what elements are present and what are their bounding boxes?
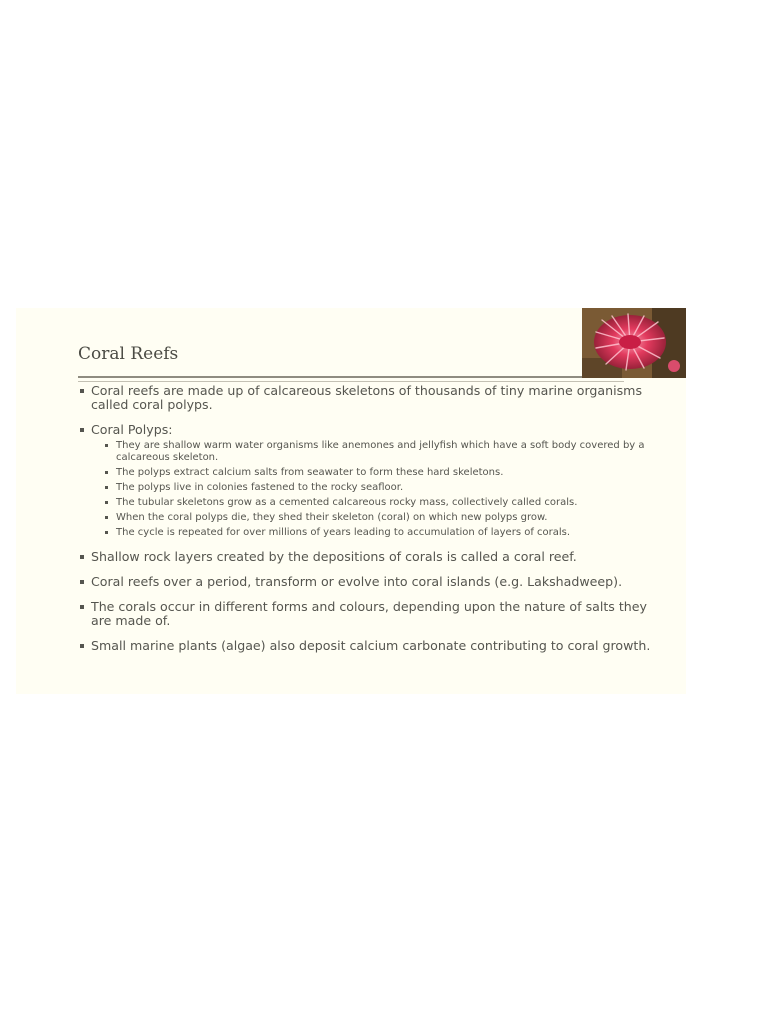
slide-title: Coral Reefs: [78, 344, 179, 364]
square-bullet-icon: [80, 389, 84, 393]
square-bullet-icon: [80, 428, 84, 432]
sub-list-item-text: When the coral polyps die, they shed their skeleton (coral) on which new polyps grow.: [116, 512, 548, 524]
sub-list-item: [91, 482, 654, 494]
list-item-text: Coral reefs are made up of calcareous skeletons of thousands of tiny marine organisms called coral polyps.: [91, 383, 643, 412]
title-divider-thin: [78, 381, 624, 382]
square-bullet-icon: [105, 471, 108, 474]
square-bullet-icon: [105, 531, 108, 534]
square-bullet-icon: [80, 580, 84, 584]
square-bullet-icon: [105, 501, 108, 504]
list-item-text: The corals occur in different forms and colours, depending upon the nature of salts they are made of.: [91, 598, 647, 628]
sub-list-item-text: The tubular skeletons grow as a cemented calcareous rocky mass, collectively called corals.: [116, 497, 578, 509]
list-item: [78, 600, 654, 628]
sub-list-item-text: The polyps live in colonies fastened to the rocky seafloor.: [116, 481, 404, 493]
sub-list-item-text: The polyps extract calcium salts from seawater to form these hard skeletons.: [116, 466, 504, 478]
sub-bullet-list: [91, 440, 654, 539]
sub-list-item-text: The cycle is repeated for over millions of years leading to accumulation of layers of corals.: [116, 527, 571, 539]
list-item: [78, 639, 654, 653]
sub-list-item: [91, 512, 654, 524]
slide-content: [78, 384, 654, 664]
slide: [16, 308, 686, 694]
title-divider: [78, 376, 582, 378]
square-bullet-icon: [105, 444, 108, 447]
square-bullet-icon: [105, 516, 108, 519]
square-bullet-icon: [80, 555, 84, 559]
bullet-list: [78, 384, 654, 653]
list-item: [78, 575, 654, 589]
list-item: [78, 550, 654, 564]
coral-photo-icon: [582, 308, 686, 378]
list-item-text: Coral reefs over a period, transform or evolve into coral islands (e.g. Lakshadweep).: [91, 573, 623, 589]
sub-list-item: [91, 440, 654, 463]
square-bullet-icon: [80, 644, 84, 648]
square-bullet-icon: [80, 605, 84, 609]
list-item: [78, 384, 654, 412]
sub-list-item-text: They are shallow warm water organisms like anemones and jellyfish which have a soft body covered by a calcareous skeleton.: [116, 440, 645, 463]
list-item-text: Shallow rock layers created by the depositions of corals is called a coral reef.: [91, 548, 577, 564]
list-item-text: Coral Polyps:: [91, 422, 173, 437]
list-item: [78, 423, 654, 539]
list-item-text: Small marine plants (algae) also deposit calcium carbonate contributing to coral growth.: [91, 637, 651, 653]
square-bullet-icon: [105, 486, 108, 489]
sub-list-item: [91, 467, 654, 479]
sub-list-item: [91, 497, 654, 509]
sub-list-item: [91, 527, 654, 539]
